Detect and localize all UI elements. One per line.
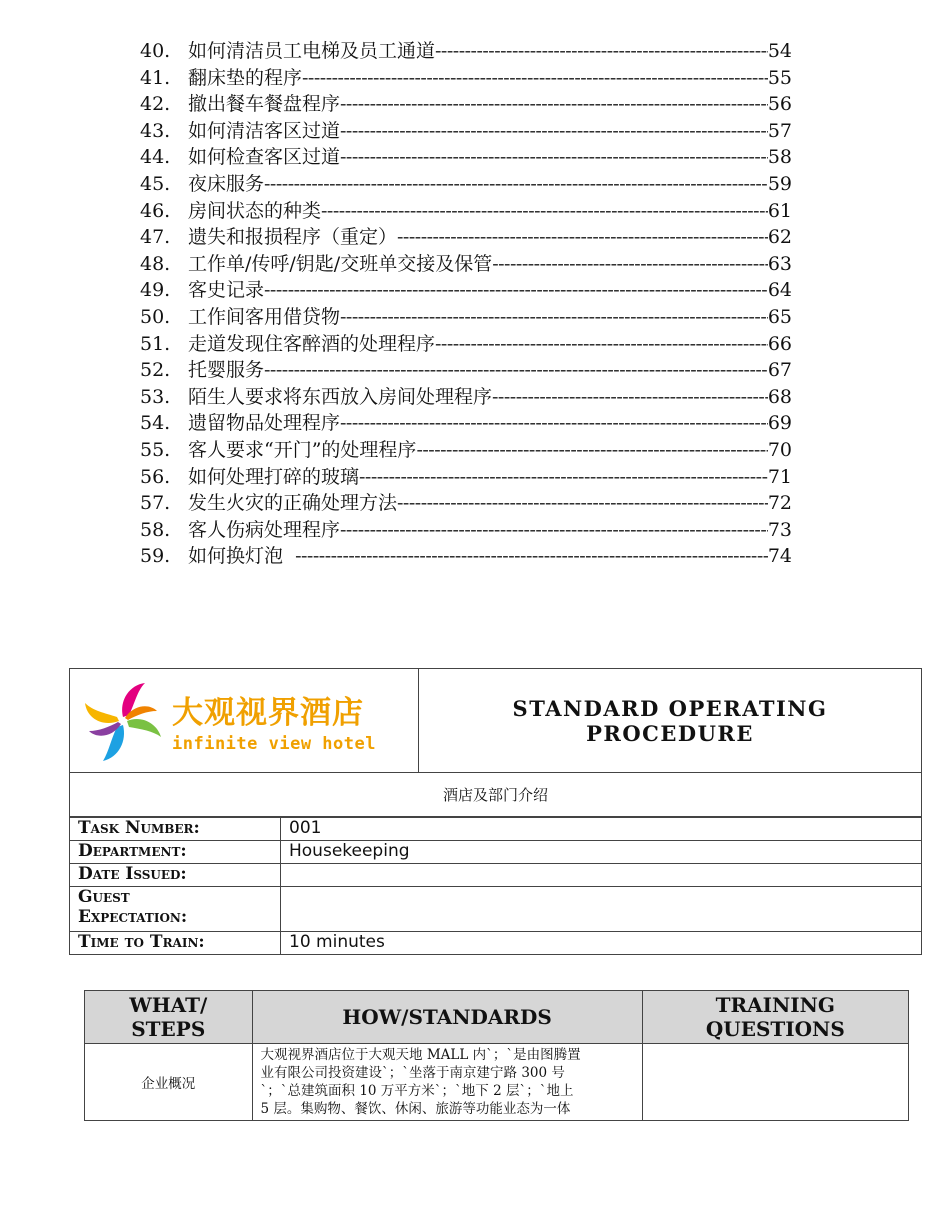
toc-entry-page: 58 <box>767 146 792 169</box>
guest-expectation-value <box>281 887 922 932</box>
sop-title-line1: STANDARD OPERATING <box>512 695 828 721</box>
section-intro: 酒店及部门介绍 <box>69 773 922 817</box>
toc-entry-title: 工作单/传呼/钥匙/交班单交接及保管 <box>188 252 493 275</box>
sop-header <box>69 668 922 773</box>
toc-dash-leader <box>264 357 768 384</box>
task-info-table <box>69 817 922 955</box>
toc-entry[interactable] <box>140 171 792 198</box>
toc-entry-number: 48. <box>140 252 171 275</box>
step-description <box>252 1044 642 1121</box>
toc-entry[interactable] <box>140 65 792 92</box>
toc-entry-title: 如何处理打碎的玻璃 <box>188 465 360 488</box>
toc-entry-page: 71 <box>767 465 792 488</box>
toc-entry-number: 53. <box>140 385 171 408</box>
toc-entry-page: 67 <box>767 359 792 382</box>
hotel-logo <box>70 669 419 772</box>
toc-entry-page: 74 <box>767 545 792 568</box>
toc-entry-number: 44. <box>140 146 171 169</box>
header-how-standards: HOW/STANDARDS <box>252 991 642 1044</box>
toc-entry[interactable] <box>140 304 792 331</box>
toc-entry-title: 客人要求“开门”的处理程序 <box>188 438 417 461</box>
toc-entry[interactable] <box>140 384 792 411</box>
toc-dash-leader <box>397 224 768 251</box>
toc-entry-number: 57. <box>140 492 171 515</box>
toc-dash-leader <box>397 490 768 517</box>
toc-entry[interactable] <box>140 224 792 251</box>
toc-entry-title: 工作间客用借贷物 <box>188 305 341 328</box>
toc-entry-number: 54. <box>140 412 171 435</box>
department-value: Housekeeping <box>281 841 922 864</box>
toc-entry-title: 客史记录 <box>188 279 265 302</box>
toc-entry[interactable] <box>140 517 792 544</box>
toc-entry-page: 66 <box>767 332 792 355</box>
toc-entry-title: 陌生人要求将东西放入房间处理程序 <box>188 385 493 408</box>
toc-entry-number: 58. <box>140 518 171 541</box>
toc-entry[interactable] <box>140 38 792 65</box>
steps-header-row <box>85 991 909 1044</box>
toc-entry-number: 50. <box>140 305 171 328</box>
toc-dash-leader <box>340 304 768 331</box>
toc-dash-leader <box>321 198 768 225</box>
logo-english-name: infinite view hotel <box>172 734 376 754</box>
toc-entry-number: 47. <box>140 226 171 249</box>
toc-entry[interactable] <box>140 118 792 145</box>
date-issued-value <box>281 864 922 887</box>
toc-entry-title: 遗失和报损程序（重定） <box>188 226 398 249</box>
toc-entry-number: 40. <box>140 40 171 62</box>
toc-entry-title: 托婴服务 <box>188 359 265 382</box>
toc-entry-number: 41. <box>140 66 171 89</box>
toc-dash-leader <box>264 277 768 304</box>
step-description-line: 业有限公司投资建设`；`坐落于南京建宁路 300 号 <box>260 1065 565 1081</box>
toc-entry-page: 63 <box>767 252 792 275</box>
header-what-steps <box>85 991 253 1044</box>
toc-entry-title: 如何清洁客区过道 <box>188 119 341 142</box>
step-training-question <box>642 1044 908 1121</box>
toc-entry-title: 如何检查客区过道 <box>188 146 341 169</box>
toc-entry-title: 夜床服务 <box>188 172 265 195</box>
toc-entry-title: 撤出餐车餐盘程序 <box>188 93 341 116</box>
toc-dash-leader <box>302 65 768 92</box>
toc-dash-leader <box>492 384 768 411</box>
header-what-line2: STEPS <box>131 1017 206 1041</box>
toc-dash-leader <box>435 331 768 358</box>
toc-entry-page: 65 <box>767 305 792 328</box>
toc-dash-leader <box>340 118 768 145</box>
logo-chinese-name: 大观视界酒店 <box>172 695 364 731</box>
table-row <box>85 1044 909 1121</box>
toc-entry-page: 68 <box>767 385 792 408</box>
table-of-contents <box>140 38 792 570</box>
toc-entry-number: 42. <box>140 93 171 116</box>
task-number-value: 001 <box>281 818 922 841</box>
guest-expectation-label-line1: Guest <box>78 887 130 907</box>
guest-expectation-label <box>70 887 281 932</box>
toc-entry-number: 45. <box>140 172 171 195</box>
toc-entry-page: 69 <box>767 412 792 435</box>
toc-entry-page: 56 <box>767 93 792 116</box>
toc-entry[interactable] <box>140 144 792 171</box>
toc-entry[interactable] <box>140 331 792 358</box>
toc-entry-page: 55 <box>767 66 792 89</box>
toc-entry-page: 62 <box>767 226 792 249</box>
toc-entry-title: 如何换灯泡 <box>188 545 296 568</box>
toc-entry-page: 64 <box>767 279 792 302</box>
toc-entry-title: 翻床垫的程序 <box>188 66 303 89</box>
header-what-line1: WHAT/ <box>129 993 208 1017</box>
toc-dash-leader <box>435 38 768 65</box>
toc-entry-number: 56. <box>140 465 171 488</box>
toc-dash-leader <box>359 464 768 491</box>
toc-dash-leader <box>416 437 767 464</box>
header-training-questions <box>642 991 908 1044</box>
task-number-label: Task Number: <box>70 818 281 841</box>
step-name: 企业概况 <box>85 1044 253 1121</box>
step-description-line: 大观视界酒店位于大观天地 MALL 内`；`是由图腾置 <box>260 1047 581 1063</box>
toc-entry-number: 43. <box>140 119 171 142</box>
toc-entry-number: 52. <box>140 359 171 382</box>
department-label: Department: <box>70 841 281 864</box>
time-to-train-value: 10 minutes <box>281 932 922 955</box>
toc-entry-title: 客人伤病处理程序 <box>188 518 341 541</box>
toc-entry[interactable] <box>140 198 792 225</box>
guest-expectation-label-line2: Expectation: <box>78 907 188 927</box>
date-issued-label: Date Issued: <box>70 864 281 887</box>
toc-entry-page: 73 <box>767 518 792 541</box>
toc-entry[interactable] <box>140 437 792 464</box>
toc-dash-leader <box>340 144 768 171</box>
toc-dash-leader <box>264 171 768 198</box>
toc-dash-leader <box>340 410 768 437</box>
toc-entry-page: 72 <box>767 492 792 515</box>
toc-entry-page: 57 <box>767 119 792 142</box>
steps-table <box>84 990 909 1121</box>
toc-entry-number: 55. <box>140 438 171 461</box>
toc-entry-title: 遗留物品处理程序 <box>188 412 341 435</box>
toc-entry-page: 59 <box>767 172 792 195</box>
toc-dash-leader <box>492 251 768 278</box>
header-tq-line1: TRAINING <box>715 993 835 1017</box>
toc-entry-title: 如何清洁员工电梯及员工通道 <box>188 40 436 62</box>
toc-entry[interactable] <box>140 357 792 384</box>
toc-entry[interactable] <box>140 410 792 437</box>
toc-entry-page: 70 <box>767 438 792 461</box>
toc-dash-leader <box>295 543 768 570</box>
header-tq-line2: QUESTIONS <box>705 1017 845 1041</box>
toc-entry-number: 49. <box>140 279 171 302</box>
pinwheel-logo-icon <box>84 677 162 765</box>
step-description-line: `；`总建筑面积 10 万平方米`；`地下 2 层`；`地上 <box>260 1083 574 1099</box>
toc-dash-leader <box>340 91 768 118</box>
toc-entry-title: 发生火灾的正确处理方法 <box>188 492 398 515</box>
toc-entry-page: 61 <box>767 199 792 222</box>
toc-entry-title: 走道发现住客醉酒的处理程序 <box>188 332 436 355</box>
toc-entry-number: 59. <box>140 545 171 568</box>
toc-entry-number: 46. <box>140 199 171 222</box>
sop-title <box>419 669 921 772</box>
toc-entry-title: 房间状态的种类 <box>188 199 322 222</box>
toc-entry[interactable] <box>140 490 792 517</box>
step-description-line: 5 层。集购物、餐饮、休闲、旅游等功能业态为一体 <box>260 1101 571 1117</box>
toc-entry-number: 51. <box>140 332 171 355</box>
toc-entry[interactable] <box>140 91 792 118</box>
toc-entry[interactable] <box>140 277 792 304</box>
toc-entry[interactable] <box>140 464 792 491</box>
toc-entry[interactable] <box>140 543 792 570</box>
toc-entry-page: 54 <box>767 40 792 62</box>
toc-entry[interactable] <box>140 251 792 278</box>
sop-title-line2: PROCEDURE <box>586 720 754 746</box>
time-to-train-label: Time to Train: <box>70 932 281 955</box>
toc-dash-leader <box>340 517 768 544</box>
